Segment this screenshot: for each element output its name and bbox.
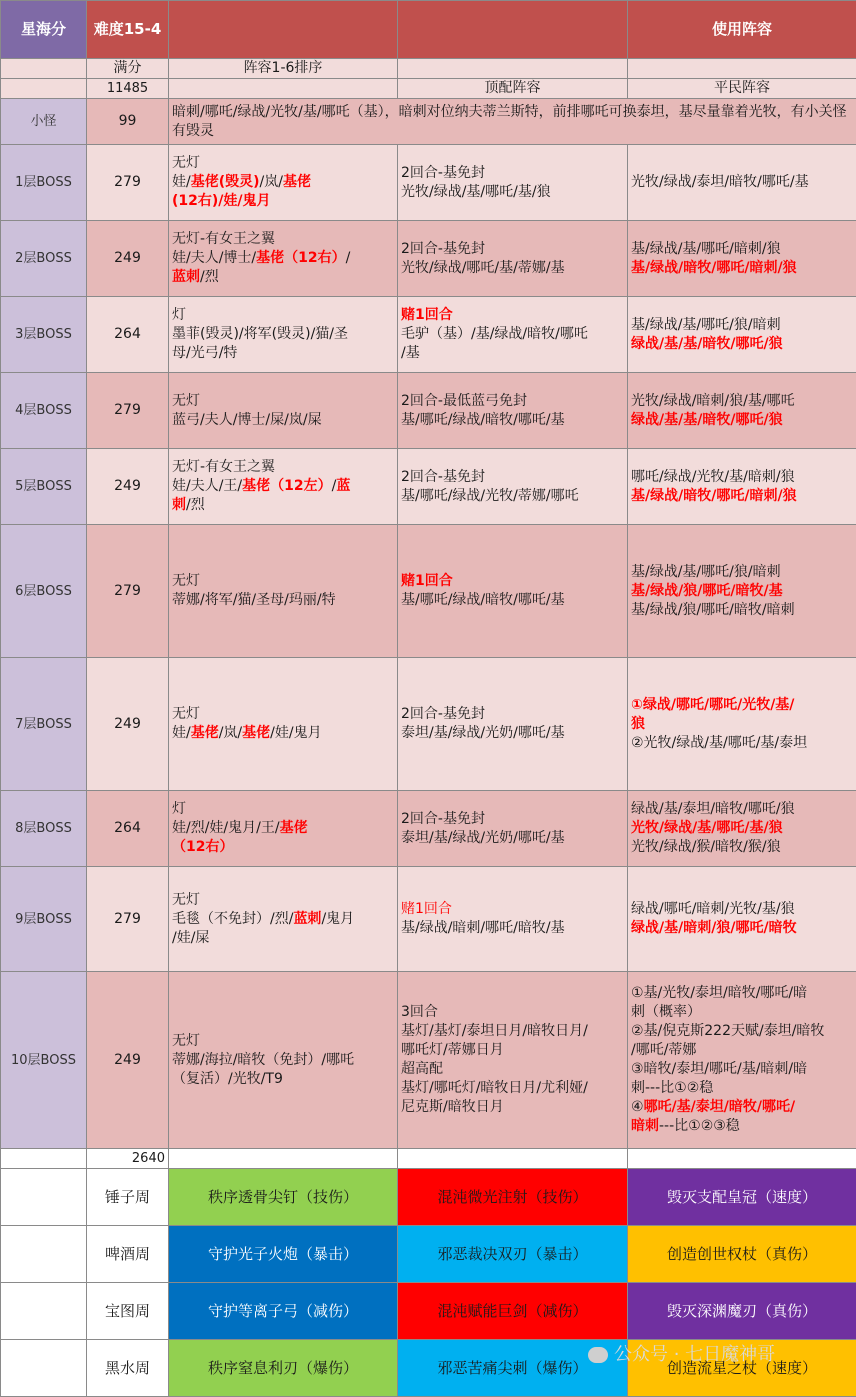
- lineup-line: 光牧/绿战/暗刺/狼/基/哪吒: [631, 392, 853, 411]
- week-weapon: 创造创世权杖（真伤）: [628, 1226, 856, 1283]
- top-lineup-cell: [398, 373, 628, 449]
- enemy-key-text: 基佬: [242, 725, 270, 741]
- table-row: [1, 525, 856, 658]
- watermark: [588, 1340, 775, 1366]
- enemy-text: 娃/夫人/王/: [172, 478, 242, 494]
- lineup-line: 泰坦/基/绿战/光奶/哪吒/基: [401, 829, 624, 848]
- week-weapon: 混沌赋能巨剑（减伤）: [398, 1283, 628, 1340]
- lineup-line: [631, 1098, 853, 1117]
- civ-lineup-cell: [628, 525, 856, 658]
- week-name: 锤子周: [87, 1169, 169, 1226]
- civ-lineup-cell: [628, 145, 856, 221]
- top-lineup-cell: [398, 449, 628, 525]
- lineup-line: 2回合-基免封: [401, 164, 624, 183]
- table-row: [1, 145, 856, 221]
- enemy-cell: [169, 373, 398, 449]
- top-lineup-cell: [398, 658, 628, 791]
- enemy-line: 蒂娜/将军/猫/圣母/玛丽/特: [172, 591, 394, 610]
- week-weapon: 邪恶裁决双刃（暴击）: [398, 1226, 628, 1283]
- enemy-cell: [169, 145, 398, 221]
- enemy-line: [172, 173, 394, 192]
- level-label: 3层BOSS: [1, 297, 87, 373]
- lineup-line: /哪吒/蒂娜: [631, 1041, 853, 1060]
- difficulty-label: 难度15-4: [87, 1, 169, 59]
- enemy-key-text: 刺: [172, 497, 186, 513]
- enemy-cell: [169, 972, 398, 1149]
- lineup-line: ①基/光牧/泰坦/暗牧/哪吒/暗: [631, 984, 853, 1003]
- enemy-text: /: [346, 250, 351, 266]
- enemy-key-text: 基佬: [283, 174, 311, 190]
- lineup-key-line: 绿战/基/暗刺/狼/哪吒/暗牧: [631, 919, 853, 938]
- lineup-line: 刺---比①②稳: [631, 1079, 853, 1098]
- enemy-line: 灯: [172, 306, 394, 325]
- lineup-line: 绿战/基/泰坦/暗牧/哪吒/狼: [631, 800, 853, 819]
- civ-lineup-cell: [628, 373, 856, 449]
- week-weapon: 毁灭支配皇冠（速度）: [628, 1169, 856, 1226]
- lineup-line: [631, 1117, 853, 1136]
- enemy-key-text: (12右)/娃/鬼月: [172, 192, 394, 211]
- enemy-line: 墨菲(毁灵)/将军(毁灵)/猫/圣: [172, 325, 394, 344]
- enemy-line: 蒂娜/海拉/暗牧（免封）/哪吒: [172, 1051, 394, 1070]
- lineup-line: 2回合-基免封: [401, 810, 624, 829]
- lineup-line: 基/绿战/基/哪吒/狼/暗刺: [631, 563, 853, 582]
- enemy-line: 蓝弓/夫人/博士/屎/岚/屎: [172, 411, 394, 430]
- score-cell: 279: [87, 525, 169, 658]
- lineup-line: 2回合-基免封: [401, 468, 624, 487]
- lineup-line: 3回合: [401, 1003, 624, 1022]
- table-row: [1, 449, 856, 525]
- level-label: 5层BOSS: [1, 449, 87, 525]
- lineup-line: 光牧/绿战/哪吒/基/蒂娜/基: [401, 259, 624, 278]
- enemy-key-text: （12右）: [172, 838, 394, 857]
- full-score-label: 满分: [87, 59, 169, 79]
- header-blank-cell: [169, 1, 398, 59]
- lineup-line: 光牧/绿战/泰坦/暗牧/哪吒/基: [631, 173, 853, 192]
- enemy-line: [172, 496, 394, 515]
- civ-lineup-cell: [628, 867, 856, 972]
- lineup-key-line: 赌1回合: [401, 572, 624, 591]
- top-lineup-cell: [398, 297, 628, 373]
- level-label: 6层BOSS: [1, 525, 87, 658]
- top-lineup-cell: [398, 221, 628, 297]
- enemy-line: 无灯: [172, 572, 394, 591]
- lineup-line: 刺（概率）: [631, 1003, 853, 1022]
- watermark-text: 公众号 · 七日魔神哥: [614, 1344, 775, 1365]
- top-lineup-cell: [398, 791, 628, 867]
- enemy-line: 无灯: [172, 392, 394, 411]
- lineup-text: ---比①②③稳: [659, 1118, 740, 1134]
- top-lineup-cell: [398, 867, 628, 972]
- enemy-line: [172, 249, 394, 268]
- level-label: 4层BOSS: [1, 373, 87, 449]
- civ-lineup-cell: [628, 297, 856, 373]
- lineup-key-text: 哪吒/基/泰坦/暗牧/哪吒/: [644, 1099, 796, 1115]
- week-name: 宝图周: [87, 1283, 169, 1340]
- lineup-line: 基/绿战/基/哪吒/暗刺/狼: [631, 240, 853, 259]
- score-cell: 249: [87, 449, 169, 525]
- enemy-line: 无灯: [172, 1032, 394, 1051]
- enemy-text: /烈: [200, 269, 219, 285]
- week-weapon: 创造流星之杖（速度）: [628, 1340, 856, 1397]
- lineup-line: ②基/倪克斯222天赋/泰坦/暗牧: [631, 1022, 853, 1041]
- score-cell: 264: [87, 297, 169, 373]
- table-row: [1, 658, 856, 791]
- enemy-key-text: 蓝: [336, 478, 350, 494]
- level-label: 7层BOSS: [1, 658, 87, 791]
- enemy-line: [172, 268, 394, 287]
- week-row: [1, 1169, 856, 1226]
- level-label: 2层BOSS: [1, 221, 87, 297]
- score-cell: 279: [87, 373, 169, 449]
- week-name: 黑水周: [87, 1340, 169, 1397]
- score-cell: 249: [87, 221, 169, 297]
- lineup-line: /基: [401, 344, 624, 363]
- lineup-line: 2回合-基免封: [401, 240, 624, 259]
- lineup-line: 基/绿战/基/哪吒/狼/暗刺: [631, 316, 853, 335]
- lineup-line: ③暗牧/泰坦/哪吒/基/暗刺/暗: [631, 1060, 853, 1079]
- enemy-line: /娃/屎: [172, 929, 394, 948]
- table-row: [1, 297, 856, 373]
- lineup-key-line: 基/绿战/暗牧/哪吒/暗刺/狼: [631, 259, 853, 278]
- civ-lineup-cell: [628, 221, 856, 297]
- lineup-line: 哪吒灯/蒂娜日月: [401, 1041, 624, 1060]
- header-blank-cell: [398, 1, 628, 59]
- enemy-text: 娃/: [172, 174, 191, 190]
- score-cell: 249: [87, 658, 169, 791]
- table-row: [1, 221, 856, 297]
- week-weapon: 秩序窒息利刃（爆伤）: [169, 1340, 398, 1397]
- lineup-line: 基/哪吒/绿战/光牧/蒂娜/哪吒: [401, 487, 624, 506]
- lineup-line: 基/哪吒/绿战/暗牧/哪吒/基: [401, 591, 624, 610]
- enemy-cell: [169, 658, 398, 791]
- enemy-key-text: 基佬: [280, 820, 308, 836]
- enemy-key-text: 基佬（12左）: [242, 478, 331, 494]
- score-cell: 279: [87, 867, 169, 972]
- enemy-cell: [169, 867, 398, 972]
- level-label: 9层BOSS: [1, 867, 87, 972]
- lineup-line: 尼克斯/暗牧日月: [401, 1098, 624, 1117]
- table-row: [1, 791, 856, 867]
- lineup-line: 光牧/绿战/基/哪吒/基/狼: [401, 183, 624, 202]
- lineup-key-text: 暗刺: [631, 1118, 659, 1134]
- lineup-line: 2回合-基免封: [401, 705, 624, 724]
- enemy-line: [172, 724, 394, 743]
- enemy-line: （复活）/光牧/T9: [172, 1070, 394, 1089]
- lineup-key-line: 基/绿战/狼/哪吒/暗牧/基: [631, 582, 853, 601]
- sort-label: 阵容1-6排序: [169, 59, 398, 79]
- enemy-cell: [169, 221, 398, 297]
- week-weapon: 守护等离子弓（减伤）: [169, 1283, 398, 1340]
- top-lineup-cell: [398, 525, 628, 658]
- subtotal-score: 2640: [87, 1149, 169, 1169]
- civ-lineup-cell: [628, 791, 856, 867]
- enemy-key-text: 基佬: [191, 725, 219, 741]
- table-row: [1, 867, 856, 972]
- enemy-line: [172, 819, 394, 838]
- table-row: [1, 972, 856, 1149]
- enemy-text: /岚/: [260, 174, 283, 190]
- civilian-lineup-label: 平民阵容: [628, 79, 856, 99]
- enemy-text: 娃/烈/娃/鬼月/王/: [172, 820, 280, 836]
- enemy-text: 娃/: [172, 725, 191, 741]
- table-row: [1, 99, 856, 145]
- week-weapon: 邪恶苦痛尖刺（爆伤）: [398, 1340, 628, 1397]
- lineup-line: 超高配: [401, 1060, 624, 1079]
- enemy-cell: [169, 525, 398, 658]
- civ-lineup-cell: [628, 658, 856, 791]
- lineup-key-line: 绿战/基/基/暗牧/哪吒/狼: [631, 335, 853, 354]
- enemy-cell: [169, 791, 398, 867]
- top-lineup-label: 顶配阵容: [398, 79, 628, 99]
- lineup-text: ④: [631, 1099, 644, 1115]
- lineup-key-line: 基/绿战/暗牧/哪吒/暗刺/狼: [631, 487, 853, 506]
- civ-lineup-cell: [628, 449, 856, 525]
- sheet-title: 星海分: [1, 1, 87, 59]
- lineup-key-line: 赌1回合: [401, 900, 624, 919]
- enemy-line: [172, 477, 394, 496]
- score-cell: 264: [87, 791, 169, 867]
- score-cell: 249: [87, 972, 169, 1149]
- lineup-line: 基灯/基灯/泰坦日月/暗牧日月/: [401, 1022, 624, 1041]
- enemy-text: /: [332, 478, 337, 494]
- lineup-line: 2回合-最低蓝弓免封: [401, 392, 624, 411]
- lineup-line: 基/绿战/暗刺/哪吒/暗牧/基: [401, 919, 624, 938]
- top-lineup-cell: [398, 972, 628, 1149]
- lineup-key-line: 光牧/绿战/基/哪吒/基/狼: [631, 819, 853, 838]
- lineup-header: 使用阵容: [628, 1, 856, 59]
- week-row: [1, 1283, 856, 1340]
- lineup-line: 毛驴（基）/基/绿战/暗牧/哪吒: [401, 325, 624, 344]
- enemy-line: 无灯: [172, 705, 394, 724]
- week-row: [1, 1226, 856, 1283]
- enemy-line: 无灯-有女王之翼: [172, 230, 394, 249]
- week-name: 啤酒周: [87, 1226, 169, 1283]
- week-weapon: 秩序透骨尖钉（技伤）: [169, 1169, 398, 1226]
- enemy-line: 灯: [172, 800, 394, 819]
- enemy-line: 无灯-有女王之翼: [172, 458, 394, 477]
- enemy-key-text: 蓝刺: [172, 269, 200, 285]
- week-weapon: 混沌微光注射（技伤）: [398, 1169, 628, 1226]
- lineup-line: 基/哪吒/绿战/暗牧/哪吒/基: [401, 411, 624, 430]
- enemy-line: 无灯: [172, 154, 394, 173]
- score-cell: 99: [87, 99, 169, 145]
- lineup-line: 基灯/哪吒灯/暗牧日月/尤利娅/: [401, 1079, 624, 1098]
- enemy-text: /鬼月: [321, 911, 354, 927]
- top-lineup-cell: [398, 145, 628, 221]
- week-weapon: 守护光子火炮（暴击）: [169, 1226, 398, 1283]
- enemy-text: 毛毯（不免封）/烈/: [172, 911, 293, 927]
- enemy-line: [172, 910, 394, 929]
- wechat-icon: [588, 1347, 608, 1363]
- enemy-key-text: 基佬（12右）: [256, 250, 345, 266]
- lineup-key-line: 绿战/基/基/暗牧/哪吒/狼: [631, 411, 853, 430]
- lineup-key-line: 赌1回合: [401, 306, 624, 325]
- enemy-key-text: 基佬(毁灵): [191, 174, 260, 190]
- enemy-line: 无灯: [172, 891, 394, 910]
- enemy-key-text: 蓝刺: [293, 911, 321, 927]
- enemy-text: /娃/鬼月: [270, 725, 321, 741]
- enemy-line: 母/光弓/特: [172, 344, 394, 363]
- lineup-line: 光牧/绿战/猴/暗牧/猴/狼: [631, 838, 853, 857]
- level-label: 10层BOSS: [1, 972, 87, 1149]
- lineup-key-line: 狼: [631, 715, 853, 734]
- civ-lineup-cell: [628, 972, 856, 1149]
- enemy-text: /岚/: [219, 725, 242, 741]
- enemy-cell: [169, 297, 398, 373]
- level-label: 小怪: [1, 99, 87, 145]
- lineup-key-line: ①绿战/哪吒/哪吒/光牧/基/: [631, 696, 853, 715]
- total-score: 11485: [87, 79, 169, 99]
- lineup-line: 绿战/哪吒/暗刺/光牧/基/狼: [631, 900, 853, 919]
- enemy-cell: [169, 449, 398, 525]
- level-label: 1层BOSS: [1, 145, 87, 221]
- level-label: 8层BOSS: [1, 791, 87, 867]
- week-weapon: 毁灭深渊魔刃（真伤）: [628, 1283, 856, 1340]
- lineup-line: ②光牧/绿战/基/哪吒/基/泰坦: [631, 734, 853, 753]
- score-cell: 279: [87, 145, 169, 221]
- lineup-line: 泰坦/基/绿战/光奶/哪吒/基: [401, 724, 624, 743]
- lineup-line: 基/绿战/狼/哪吒/暗牧/暗刺: [631, 601, 853, 620]
- enemy-text: 娃/夫人/博士/: [172, 250, 256, 266]
- table-row: [1, 373, 856, 449]
- lineup-line: 哪吒/绿战/光牧/基/暗刺/狼: [631, 468, 853, 487]
- mob-note: 暗刺/哪吒/绿战/光牧/基/哪吒（基），暗刺对位纳夫蒂兰斯特，前排哪吒可换泰坦，基尽量靠着光牧，有小关怪有毁灵: [169, 99, 856, 145]
- enemy-text: /烈: [186, 497, 205, 513]
